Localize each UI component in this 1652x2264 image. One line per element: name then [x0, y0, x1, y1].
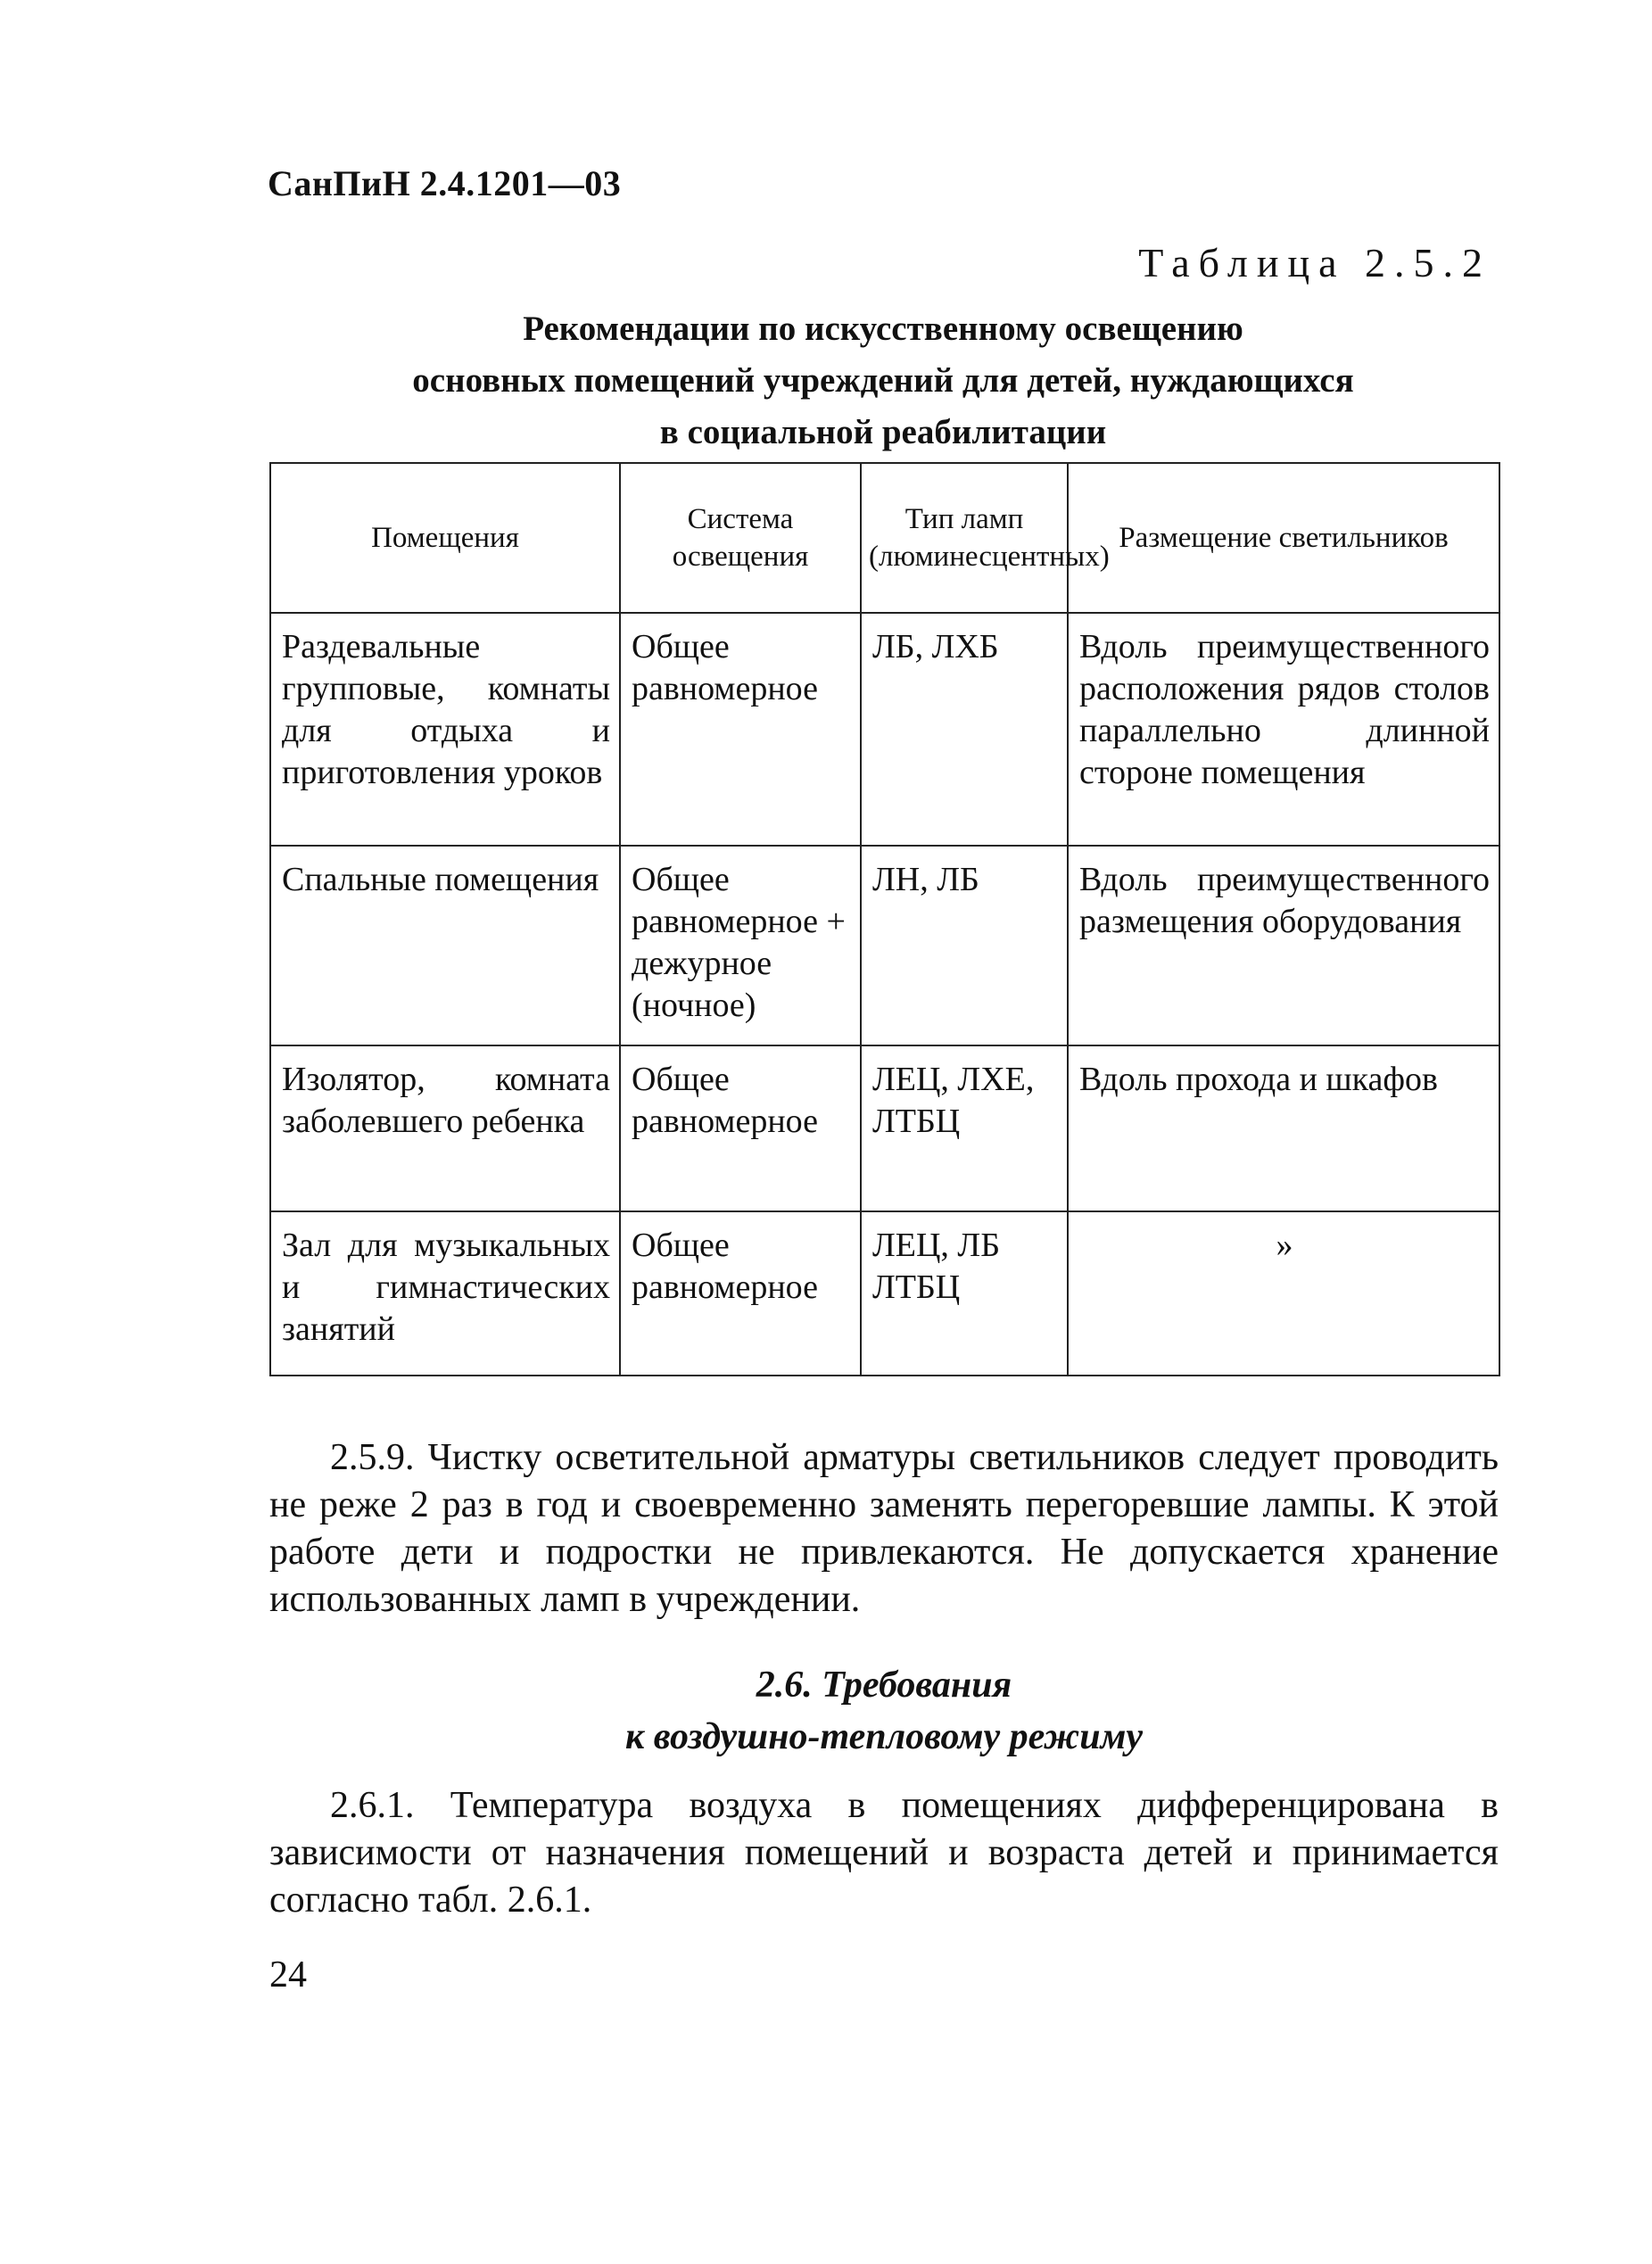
cell-room: Изолятор, комната заболевшего ребенка — [270, 1045, 620, 1211]
table-label: Таблица 2.5.2 — [1138, 240, 1491, 285]
cell-placement: Вдоль прохода и шкафов — [1068, 1045, 1499, 1211]
cell-lamp-type: ЛЕЦ, ЛХЕ, ЛТБЦ — [861, 1045, 1068, 1211]
cell-room: Раздевальные групповые, комнаты для отдыха и приготовления уроков — [270, 613, 620, 846]
header-rooms: Помещения — [270, 463, 620, 613]
cell-room: Зал для музыкальных и гимнастических занятий — [270, 1211, 620, 1376]
table-row — [270, 613, 1499, 846]
section-heading — [269, 1659, 1499, 1763]
cell-system: Общее равномерное — [620, 1211, 861, 1376]
page-number: 24 — [269, 1954, 307, 1995]
cell-room: Спальные помещения — [270, 846, 620, 1045]
table-row — [270, 1211, 1499, 1376]
paragraph-2-6-1: 2.6.1. Температура воздуха в помещениях дифференцирована в зависимости от назначения помещений и возраста детей и принимается согласно табл. 2.6.1. — [269, 1785, 1499, 1921]
table-title-line: Рекомендации по искусственному освещению — [523, 310, 1243, 348]
cell-placement: » — [1068, 1211, 1499, 1376]
cell-system: Общее равномерное — [620, 1045, 861, 1211]
header-lamp-type: Тип ламп (люминесцентных) — [861, 463, 1068, 613]
header-fixture-placement: Размещение светильников — [1068, 463, 1499, 613]
header-lighting-system: Система освещения — [620, 463, 861, 613]
cell-lamp-type: ЛБ, ЛХБ — [861, 613, 1068, 846]
cell-system: Общее равномерное — [620, 613, 861, 846]
table-title — [268, 303, 1499, 459]
table-row — [270, 1045, 1499, 1211]
section-heading-line: к воздушно-тепловому режиму — [624, 1716, 1144, 1757]
cell-lamp-type: ЛЕЦ, ЛБ ЛТБЦ — [861, 1211, 1068, 1376]
paragraph-2-5-9: 2.5.9. Чистку осветительной арматуры светильников следует проводить не реже 2 раз в год и своевременно заменять перегоревшие лампы. К этой работе дети и подростки не привлекаются. Не допускается хранение использованных ламп в учреждении. — [269, 1437, 1499, 1620]
document-code: СанПиН 2.4.1201—03 — [268, 163, 622, 203]
section-heading-line: 2.6. Требования — [756, 1665, 1012, 1706]
cell-lamp-type: ЛН, ЛБ — [861, 846, 1068, 1045]
cell-placement: Вдоль преимущественного расположения рядов столов параллельно длинной стороне помещения — [1068, 613, 1499, 846]
cell-placement: Вдоль преимущественного размещения оборудования — [1068, 846, 1499, 1045]
lighting-recommendations-table — [269, 462, 1500, 1376]
table-title-line: основных помещений учреждений для детей, нуждающихся — [412, 361, 1354, 400]
table-header-row — [270, 463, 1499, 613]
cell-system: Общее равномерное + дежурное (ночное) — [620, 846, 861, 1045]
table-title-line: в социальной реабилитации — [659, 413, 1107, 451]
table-row — [270, 846, 1499, 1045]
